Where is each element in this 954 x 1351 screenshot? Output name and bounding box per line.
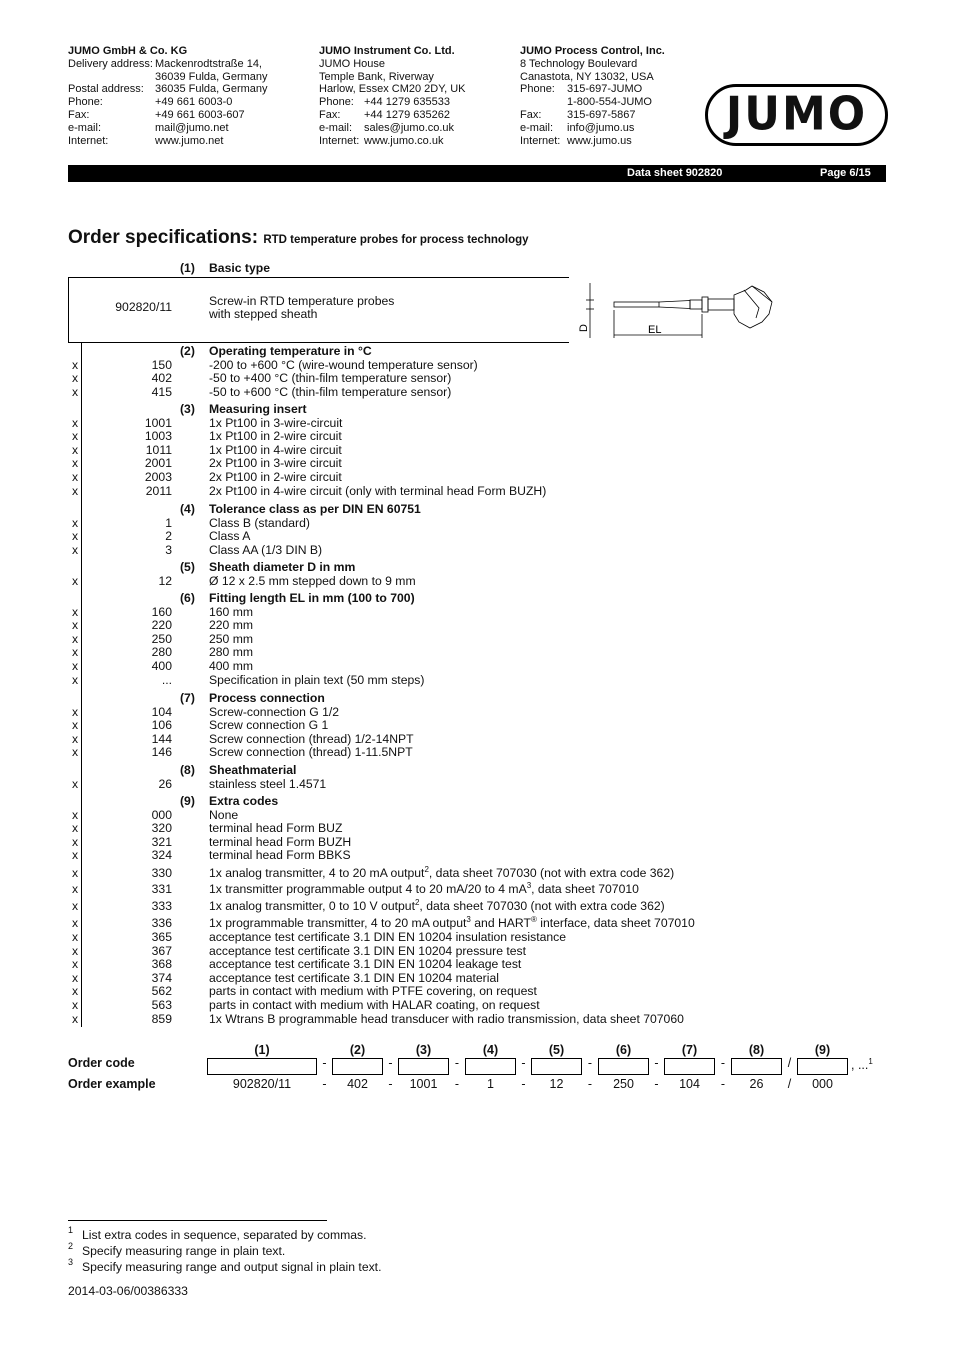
address-value: sales@jumo.co.uk bbox=[364, 121, 455, 134]
address-value: Canastota, NY 13032, USA bbox=[520, 70, 654, 83]
option-text: Specification in plain text (50 mm steps) bbox=[209, 672, 425, 687]
section-number: (4) bbox=[180, 502, 195, 516]
section-label: Sheath diameter D in mm bbox=[209, 560, 356, 574]
option-code: 402 bbox=[151, 371, 172, 386]
order-column-header: (1) bbox=[254, 1043, 270, 1057]
option-text: stainless steel 1.4571 bbox=[209, 776, 327, 791]
address-value: +49 661 6003-607 bbox=[155, 108, 245, 121]
order-example-value: 250 bbox=[613, 1077, 634, 1091]
address-value: Temple Bank, Riverway bbox=[319, 70, 434, 83]
option-code: 26 bbox=[158, 776, 172, 791]
address-value: www.jumo.net bbox=[155, 134, 224, 147]
option-code: 220 bbox=[151, 618, 172, 633]
address-key: Fax: bbox=[319, 108, 341, 121]
option-code: 000 bbox=[151, 807, 172, 822]
order-tail bbox=[851, 1058, 873, 1072]
address-uk bbox=[319, 45, 466, 147]
order-example-value: 402 bbox=[347, 1077, 368, 1091]
option-mark: x bbox=[72, 456, 79, 471]
option-code: 1011 bbox=[145, 442, 172, 457]
order-field-5 bbox=[531, 1058, 582, 1075]
option-code: 333 bbox=[151, 899, 172, 913]
basic-type-line1: Screw-in RTD temperature probes bbox=[209, 294, 395, 308]
order-separator: - bbox=[720, 1056, 726, 1070]
option-text: 2x Pt100 in 3-wire circuit bbox=[209, 456, 342, 471]
option-mark: x bbox=[72, 659, 79, 673]
option-mark: x bbox=[72, 882, 79, 896]
order-field-6 bbox=[598, 1058, 649, 1075]
address-value: 315-697-JUMO bbox=[567, 83, 643, 96]
option-code: 3 bbox=[165, 542, 172, 557]
option-mark: x bbox=[72, 745, 79, 760]
option-text: acceptance test certificate 3.1 DIN EN 10204 pressure test bbox=[209, 943, 527, 958]
address-row bbox=[520, 122, 665, 135]
option-text: Ø 12 x 2.5 mm stepped down to 9 mm bbox=[209, 573, 416, 588]
option-code: 150 bbox=[151, 357, 172, 372]
option-mark: x bbox=[72, 357, 79, 372]
option-mark: x bbox=[72, 943, 79, 958]
option-text: Screw-connection G 1/2 bbox=[209, 704, 340, 719]
option-text-part: , data sheet 707030 (not with extra code 362) bbox=[419, 899, 665, 913]
option-mark: x bbox=[72, 899, 79, 913]
option-code: 104 bbox=[151, 704, 172, 719]
order-field-9 bbox=[797, 1058, 848, 1075]
address-value: mail@jumo.net bbox=[155, 121, 229, 134]
address-usa bbox=[520, 45, 665, 147]
order-column-header: (3) bbox=[415, 1043, 432, 1057]
address-row bbox=[319, 83, 466, 96]
probe-drawing bbox=[574, 280, 789, 342]
order-column-header: (4) bbox=[482, 1043, 499, 1057]
address-key: Internet: bbox=[319, 134, 360, 147]
option-text: 2x Pt100 in 4-wire circuit (only with terminal head Form BUZH) bbox=[209, 483, 547, 498]
option-text: 1x Pt100 in 2-wire circuit bbox=[209, 429, 342, 444]
address-row bbox=[319, 122, 466, 135]
order-field-1 bbox=[207, 1058, 317, 1075]
address-row bbox=[68, 58, 268, 71]
option-mark: x bbox=[72, 542, 79, 557]
option-text: parts in contact with medium with HALAR coating, on request bbox=[209, 998, 540, 1012]
order-separator: - bbox=[322, 1056, 327, 1070]
option-text: 2x Pt100 in 2-wire circuit bbox=[209, 470, 342, 484]
option-code: 106 bbox=[151, 718, 172, 733]
address-value: 8 Technology Boulevard bbox=[520, 57, 638, 70]
section-label: Process connection bbox=[209, 691, 325, 705]
order-column-header: (8) bbox=[748, 1043, 765, 1057]
footnote-number: 2 bbox=[68, 1241, 74, 1251]
option-code: 415 bbox=[151, 384, 172, 399]
address-row bbox=[520, 135, 665, 148]
address-row bbox=[68, 83, 268, 96]
option-mark: x bbox=[72, 848, 79, 863]
option-mark: x bbox=[72, 731, 79, 746]
order-separator: - bbox=[720, 1077, 726, 1091]
option-code: 12 bbox=[158, 573, 172, 588]
section-number: (8) bbox=[180, 763, 195, 777]
address-row bbox=[319, 135, 466, 148]
address-row bbox=[68, 109, 268, 122]
address-row bbox=[319, 96, 466, 109]
option-text: parts in contact with medium with PTFE covering, on request bbox=[209, 984, 537, 999]
registered-mark: ® bbox=[530, 914, 537, 924]
section-number: (9) bbox=[180, 794, 195, 808]
option-code: 250 bbox=[151, 631, 172, 646]
option-mark: x bbox=[72, 957, 79, 972]
option-mark: x bbox=[72, 916, 79, 930]
title-main: Order specifications: bbox=[68, 227, 259, 248]
option-code: 368 bbox=[151, 957, 172, 972]
address-value: info@jumo.us bbox=[567, 121, 635, 134]
option-mark: x bbox=[72, 930, 79, 944]
section-label: Fitting length EL in mm (100 to 700) bbox=[209, 591, 415, 605]
option-mark: x bbox=[72, 970, 79, 985]
option-text: Class B (standard) bbox=[209, 515, 310, 530]
footnote-text: List extra codes in sequence, separated by commas. bbox=[82, 1228, 367, 1242]
section-label: Operating temperature in °C bbox=[209, 344, 372, 358]
address-key: Fax: bbox=[68, 108, 90, 121]
option-text: 280 mm bbox=[209, 645, 254, 660]
option-text: Class AA (1/3 DIN B) bbox=[209, 542, 323, 557]
footnote-ref: 1 bbox=[868, 1056, 873, 1066]
option-mark: x bbox=[72, 573, 79, 588]
option-code: 1 bbox=[165, 515, 172, 530]
order-field-4 bbox=[465, 1058, 516, 1075]
option-text: acceptance test certificate 3.1 DIN EN 10204 leakage test bbox=[209, 957, 522, 972]
option-text bbox=[209, 897, 665, 914]
address-value: Mackenrodtstraße 14, bbox=[155, 57, 262, 70]
order-example-label: Order example bbox=[68, 1077, 156, 1091]
address-row bbox=[68, 122, 268, 135]
option-mark: x bbox=[72, 483, 79, 498]
option-code: 2011 bbox=[145, 483, 172, 498]
option-code: 1003 bbox=[144, 429, 172, 444]
option-code: 374 bbox=[151, 970, 172, 985]
section-number: (3) bbox=[180, 402, 195, 416]
option-code: 1001 bbox=[144, 415, 172, 430]
order-separator: - bbox=[521, 1077, 526, 1091]
order-example-value: 12 bbox=[549, 1077, 564, 1091]
option-mark: x bbox=[72, 415, 79, 430]
option-text-part: 1x transmitter programmable output 4 to 20 mA/20 to 4 mA bbox=[209, 882, 527, 896]
option-text-part: 1x analog transmitter, 0 to 10 V output bbox=[209, 899, 415, 913]
dim-el-label: EL bbox=[648, 324, 662, 336]
basic-type-line2: with stepped sheath bbox=[209, 307, 318, 321]
option-text: 1x Pt100 in 3-wire-circuit bbox=[209, 415, 343, 430]
address-key: Internet: bbox=[68, 134, 109, 147]
order-separator: - bbox=[388, 1077, 393, 1091]
option-text: acceptance test certificate 3.1 DIN EN 10204 insulation resistance bbox=[209, 930, 567, 944]
option-mark: x bbox=[72, 618, 79, 633]
order-separator: - bbox=[587, 1056, 593, 1070]
page-title bbox=[68, 227, 529, 249]
option-text: 250 mm bbox=[209, 631, 254, 646]
option-mark: x bbox=[72, 672, 79, 687]
order-example-value: 902820/11 bbox=[232, 1077, 292, 1091]
address-value: +49 661 6003-0 bbox=[155, 96, 233, 109]
address-value: www.jumo.us bbox=[567, 134, 632, 147]
option-text: -50 to +400 °C (thin-film temperature sensor) bbox=[209, 371, 452, 386]
option-code: 280 bbox=[151, 645, 172, 660]
option-mark: x bbox=[72, 470, 79, 484]
option-code: 330 bbox=[151, 866, 172, 880]
footnote-number: 3 bbox=[68, 1257, 74, 1267]
order-example-value: 1001 bbox=[409, 1077, 438, 1091]
option-mark: x bbox=[72, 442, 79, 457]
address-key: e-mail: bbox=[68, 121, 102, 134]
order-code-label: Order code bbox=[68, 1056, 135, 1070]
option-text-part: , data sheet 707010 bbox=[531, 882, 639, 896]
option-mark: x bbox=[72, 984, 79, 999]
option-code: 160 bbox=[151, 604, 172, 619]
option-code: 146 bbox=[151, 745, 172, 760]
option-text: Class A bbox=[209, 529, 251, 544]
section-number: (2) bbox=[180, 344, 195, 358]
order-separator: - bbox=[587, 1077, 593, 1091]
option-code: 562 bbox=[151, 984, 172, 999]
address-key: Phone: bbox=[520, 83, 555, 96]
option-mark: x bbox=[72, 371, 79, 386]
option-mark: x bbox=[72, 1011, 79, 1026]
option-text-part: , data sheet 707030 (not with extra code 362) bbox=[428, 866, 675, 880]
title-sub: RTD temperature probes for process technology bbox=[263, 234, 529, 246]
option-code: 2001 bbox=[144, 456, 172, 471]
company-name: JUMO Instrument Co. Ltd. bbox=[319, 45, 455, 57]
address-value: +44 1279 635533 bbox=[364, 96, 450, 109]
section-label: Sheathmaterial bbox=[209, 763, 297, 777]
option-mark: x bbox=[72, 384, 79, 399]
option-mark: x bbox=[72, 631, 79, 646]
address-key: Phone: bbox=[68, 96, 103, 109]
order-separator: / bbox=[787, 1056, 792, 1070]
address-row bbox=[68, 71, 268, 84]
option-code: 367 bbox=[151, 943, 172, 958]
address-row bbox=[520, 109, 665, 122]
address-row bbox=[319, 58, 466, 71]
option-text: terminal head Form BBKS bbox=[209, 848, 351, 863]
address-value: 1-800-554-JUMO bbox=[567, 96, 652, 109]
order-separator: - bbox=[654, 1056, 659, 1070]
footnote-text: Specify measuring range and output signal in plain text. bbox=[82, 1260, 382, 1274]
option-text bbox=[209, 864, 675, 881]
address-key: Delivery address: bbox=[68, 57, 153, 70]
address-row bbox=[68, 135, 268, 148]
option-code: 320 bbox=[151, 821, 172, 836]
address-row bbox=[520, 83, 665, 96]
order-field-7 bbox=[664, 1058, 715, 1075]
order-field-3 bbox=[398, 1058, 449, 1075]
order-example-value: 000 bbox=[812, 1077, 833, 1091]
option-text-part: interface, data sheet 707010 bbox=[536, 916, 695, 930]
option-mark: x bbox=[72, 429, 79, 444]
option-code: ... bbox=[161, 672, 172, 687]
dim-d-label: D bbox=[578, 324, 590, 332]
order-separator: - bbox=[454, 1056, 460, 1070]
option-text: Screw connection (thread) 1-11.5NPT bbox=[209, 745, 413, 760]
option-mark: x bbox=[72, 866, 79, 880]
option-mark: x bbox=[72, 704, 79, 719]
option-text: acceptance test certificate 3.1 DIN EN 10204 material bbox=[209, 970, 499, 985]
jumo-logo bbox=[705, 84, 888, 146]
address-key: e-mail: bbox=[319, 121, 353, 134]
option-text: 220 mm bbox=[209, 618, 254, 633]
option-code: 321 bbox=[151, 834, 172, 849]
company-name: JUMO GmbH & Co. KG bbox=[68, 45, 188, 57]
footnote-number: 1 bbox=[68, 1225, 74, 1235]
option-mark: x bbox=[72, 821, 79, 836]
option-text-part: 1x analog transmitter, 4 to 20 mA output bbox=[209, 866, 425, 880]
order-separator: - bbox=[654, 1077, 659, 1091]
option-text: 160 mm bbox=[209, 604, 254, 619]
address-row bbox=[68, 96, 268, 109]
option-code: 2003 bbox=[144, 470, 172, 484]
footnote-text: Specify measuring range in plain text. bbox=[82, 1244, 286, 1258]
address-value: Harlow, Essex CM20 2DY, UK bbox=[319, 83, 466, 96]
page-number: Page 6/15 bbox=[820, 167, 871, 179]
option-mark: x bbox=[72, 998, 79, 1012]
option-text bbox=[209, 914, 695, 931]
order-separator: - bbox=[454, 1077, 460, 1091]
option-text: 1x Wtrans B programmable head transducer with radio transmission, data sheet 707060 bbox=[209, 1011, 684, 1026]
option-text: terminal head Form BUZ bbox=[209, 821, 343, 836]
address-value: JUMO House bbox=[319, 57, 386, 70]
option-code: 336 bbox=[151, 916, 172, 930]
address-row bbox=[520, 71, 665, 84]
order-tail-text: , ... bbox=[851, 1058, 869, 1072]
address-value: 36035 Fulda, Germany bbox=[155, 83, 268, 96]
address-value: 36039 Fulda, Germany bbox=[155, 70, 268, 83]
option-code: 563 bbox=[151, 998, 172, 1012]
order-separator: - bbox=[322, 1077, 327, 1091]
order-column-header: (9) bbox=[814, 1043, 831, 1057]
option-code: 2 bbox=[165, 529, 172, 544]
order-field-8 bbox=[731, 1058, 782, 1075]
address-value: +44 1279 635262 bbox=[364, 108, 450, 121]
order-example-value: 1 bbox=[487, 1077, 494, 1091]
option-text: -50 to +600 °C (thin-film temperature sensor) bbox=[209, 384, 452, 399]
option-text: None bbox=[209, 807, 239, 822]
option-mark: x bbox=[72, 515, 79, 530]
order-separator: - bbox=[388, 1056, 393, 1070]
option-code: 400 bbox=[151, 659, 172, 673]
datasheet-number: Data sheet 902820 bbox=[627, 167, 723, 179]
basic-type-code: 902820/11 bbox=[115, 300, 172, 314]
option-mark: x bbox=[72, 807, 79, 822]
order-example-value: 104 bbox=[679, 1077, 700, 1091]
footnote-ref: 2 bbox=[414, 897, 420, 907]
order-field-2 bbox=[332, 1058, 383, 1075]
option-text: terminal head Form BUZH bbox=[209, 834, 352, 849]
footnote-ref: 2 bbox=[424, 864, 429, 874]
option-code: 324 bbox=[151, 848, 172, 863]
order-column-header: (6) bbox=[615, 1043, 632, 1057]
footnote-ref: 3 bbox=[466, 914, 471, 924]
section-number: (6) bbox=[180, 591, 195, 605]
company-name: JUMO Process Control, Inc. bbox=[520, 45, 665, 57]
option-mark: x bbox=[72, 834, 79, 849]
order-separator: - bbox=[521, 1056, 526, 1070]
option-mark: x bbox=[72, 529, 79, 544]
address-key: Postal address: bbox=[68, 83, 144, 96]
option-text-part: 1x programmable transmitter, 4 to 20 mA output bbox=[209, 916, 467, 930]
order-column-header: (7) bbox=[681, 1043, 698, 1057]
option-code: 331 bbox=[151, 882, 172, 896]
section-number: (1) bbox=[180, 261, 195, 275]
option-code: 859 bbox=[151, 1011, 172, 1026]
address-row bbox=[520, 58, 665, 71]
section-label: Basic type bbox=[209, 261, 270, 275]
order-separator: / bbox=[787, 1077, 792, 1091]
option-code: 365 bbox=[151, 930, 172, 944]
option-mark: x bbox=[72, 776, 79, 791]
logo-text: JUMO bbox=[725, 87, 868, 142]
address-value: 315-697-5867 bbox=[567, 108, 636, 121]
option-text: Screw connection G 1 bbox=[209, 718, 329, 733]
option-text: -200 to +600 °C (wire-wound temperature sensor) bbox=[209, 357, 478, 372]
option-mark: x bbox=[72, 718, 79, 733]
section-label: Measuring insert bbox=[209, 402, 307, 416]
document-id: 2014-03-06/00386333 bbox=[68, 1284, 188, 1298]
address-key: Phone: bbox=[319, 96, 354, 109]
section-number: (5) bbox=[180, 560, 195, 574]
section-label: Extra codes bbox=[209, 794, 279, 808]
order-example-value: 26 bbox=[749, 1077, 764, 1091]
address-value: www.jumo.co.uk bbox=[364, 134, 444, 147]
datasheet-bar bbox=[68, 165, 886, 182]
address-row bbox=[520, 96, 665, 109]
address-row bbox=[319, 109, 466, 122]
section-number: (7) bbox=[180, 691, 195, 705]
option-mark: x bbox=[72, 604, 79, 619]
address-key: e-mail: bbox=[520, 121, 554, 134]
option-text: 1x Pt100 in 4-wire circuit bbox=[209, 442, 342, 457]
section-label: Tolerance class as per DIN EN 60751 bbox=[209, 502, 421, 516]
address-key: Fax: bbox=[520, 108, 542, 121]
option-code: 144 bbox=[151, 731, 172, 746]
order-column-header: (2) bbox=[349, 1043, 366, 1057]
option-text: Screw connection (thread) 1/2-14NPT bbox=[209, 731, 414, 746]
option-text: 400 mm bbox=[209, 659, 254, 673]
option-mark: x bbox=[72, 645, 79, 660]
footnote-ref: 3 bbox=[526, 880, 532, 890]
address-germany bbox=[68, 45, 268, 147]
address-row bbox=[319, 71, 466, 84]
option-text bbox=[209, 880, 639, 897]
order-column-header: (5) bbox=[548, 1043, 565, 1057]
address-key: Internet: bbox=[520, 134, 561, 147]
option-text-part: and HART bbox=[470, 916, 531, 930]
